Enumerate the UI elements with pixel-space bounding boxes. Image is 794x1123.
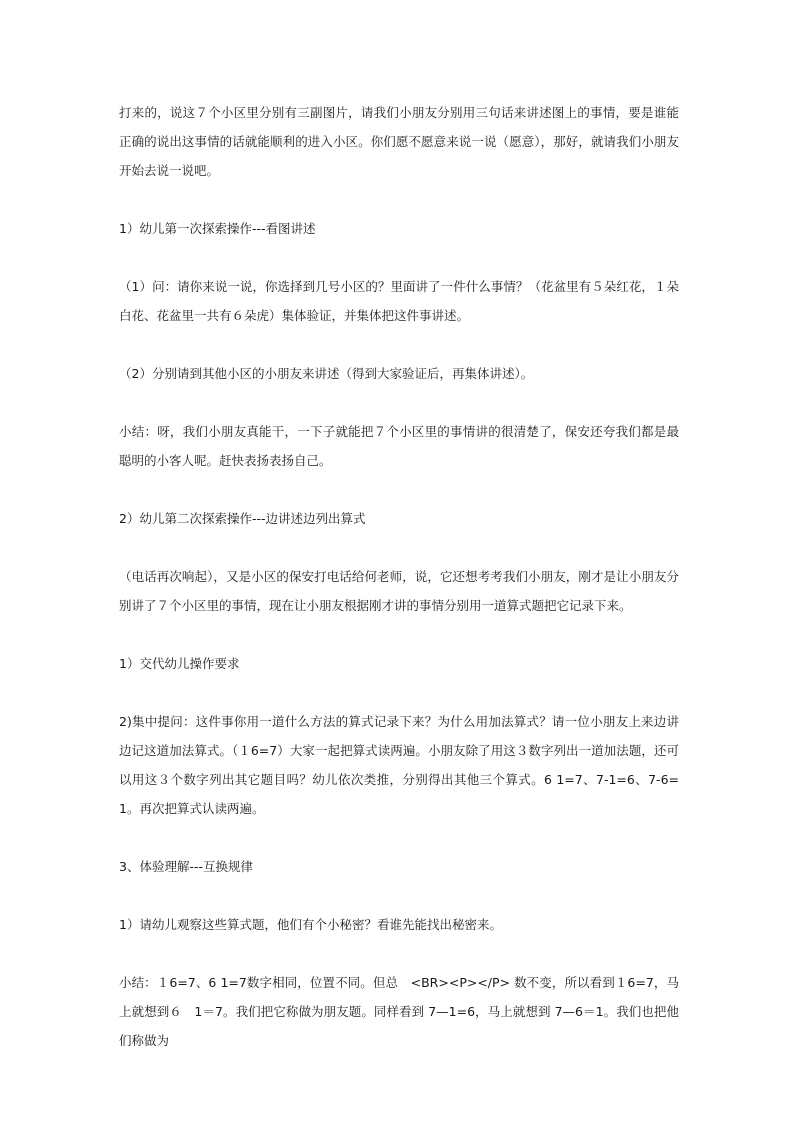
section-heading-exchange-rule: 3、体验理解---互换规律 (119, 859, 253, 874)
section-heading-second-exploration: 2）幼儿第二次探索操作---边讲述边列出算式 (119, 511, 366, 526)
paragraph-question-one: （1）问：请你来说一说，你选择到几号小区的？里面讲了一件什么事情？（花盆里有５朵红花，１朵白花、花盆里一共有６朵虎）集体验证，并集体把这件事讲述。 (119, 279, 679, 323)
paragraph-requirements: 1）交代幼儿操作要求 (119, 656, 240, 671)
paragraph-focused-questions: 2)集中提问：这件事你用一道什么方法的算式记录下来？为什么用加法算式？请一位小朋友上来边讲边记这道加法算式。（１6=7）大家一起把算式读两遍。小朋友除了用这３数字列出一道加法题，还可以用这３个数字列出其它题目吗？幼儿依次类推，分别得出其他三个算式。6 1=7、7-1=6、7-6=1。再次把算式认读两遍。 (119, 714, 679, 816)
paragraph-question-two: （2）分别请到其他小区的小朋友来讲述（得到大家验证后，再集体讲述）。 (119, 366, 534, 381)
paragraph-phone-rings: （电话再次响起），又是小区的保安打电话给何老师，说，它还想考考我们小朋友，刚才是让小朋友分别讲了７个小区里的事情，现在让小朋友根据刚才讲的事情分别用一道算式题把它记录下来。 (119, 569, 679, 613)
document-body (119, 98, 679, 1084)
paragraph-summary-two: 小结：１6=7、6 1=7数字相同，位置不同。但总 <BR><P></P> 数不变，所以看到１6=7，马上就想到６ 1＝7。我们把它称做为朋友题。同样看到 7—1=6，马上就想到 7—6＝1。我们也把他们称做为 (119, 975, 679, 1048)
paragraph-summary-one: 小结：呀，我们小朋友真能干，一下子就能把７个小区里的事情讲的很清楚了，保安还夸我们都是最聪明的小客人呢。赶快表扬表扬自己。 (119, 424, 679, 468)
section-heading-first-exploration: 1）幼儿第一次探索操作---看图讲述 (119, 221, 316, 236)
paragraph-observe: 1）请幼儿观察这些算式题，他们有个小秘密？看谁先能找出秘密来。 (119, 917, 502, 932)
paragraph-intro: 打来的，说这７个小区里分别有三副图片，请我们小朋友分别用三句话来讲述图上的事情，要是谁能正确的说出这事情的话就能顺利的进入小区。你们愿不愿意来说一说（愿意），那好，就请我们小朋友开始去说一说吧。 (119, 105, 679, 178)
